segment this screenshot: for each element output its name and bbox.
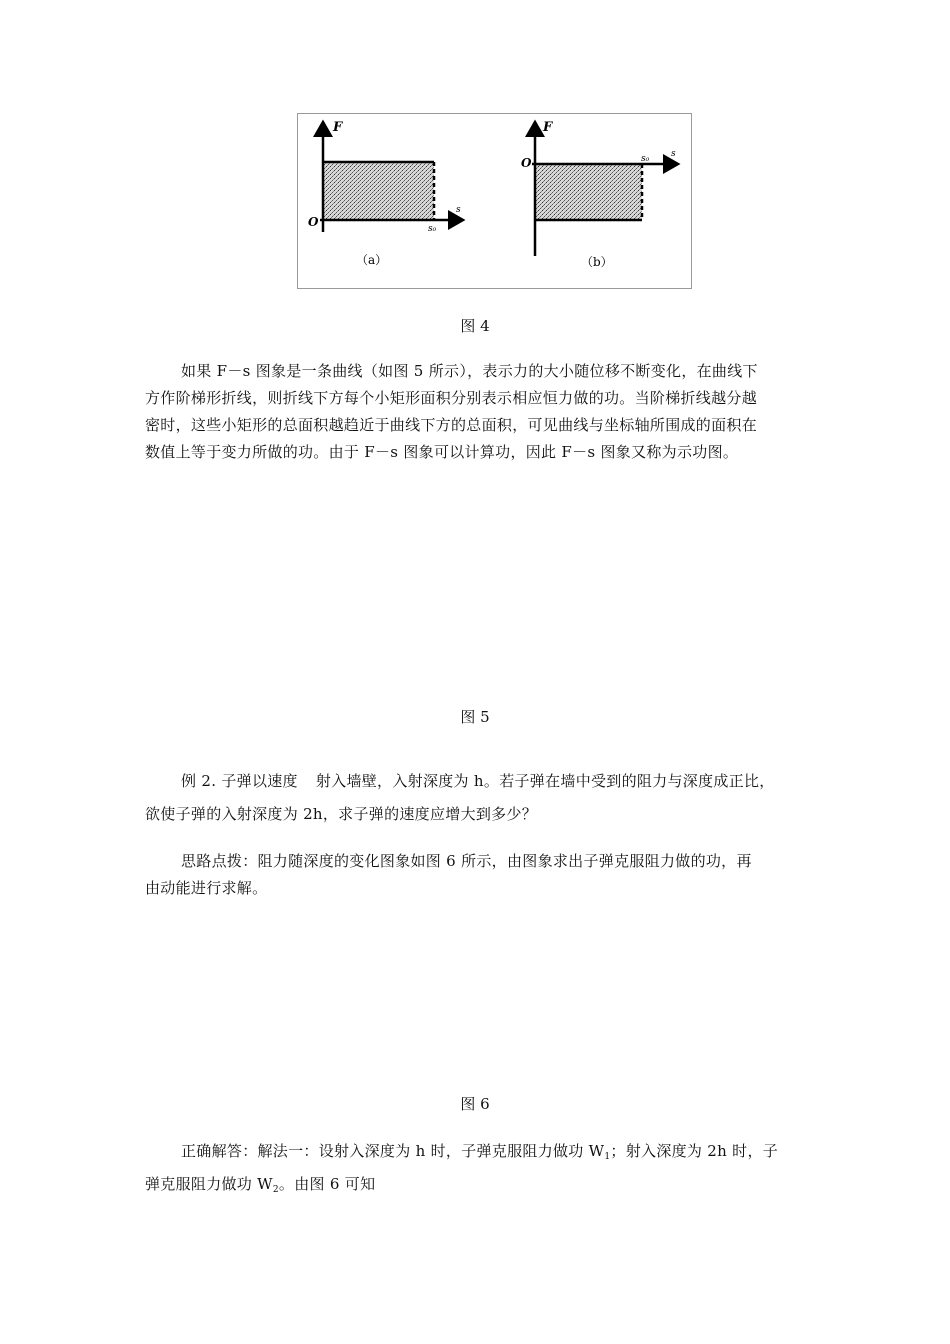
example-2-line-1 (145, 765, 825, 798)
figure-4 (297, 113, 692, 289)
paragraph-work-diagram (145, 358, 825, 466)
paragraph-line: 数值上等于变力所做的功。由于 F－s 图象可以计算功，因此 F－s 图象又称为示功图。 (145, 443, 739, 461)
panel-a (308, 120, 463, 267)
example-2 (145, 765, 825, 831)
answer-line-2 (145, 1171, 825, 1204)
figure-5-caption: 图 5 (460, 708, 490, 726)
hint-line-1: 思路点拨：阻力随深度的变化图象如图 6 所示，由图象求出子弹克服阻力做的功，再 (181, 852, 752, 870)
figure-6-caption: 图 6 (460, 1095, 490, 1113)
figure-4-caption: 图 4 (460, 317, 490, 335)
paragraph-line: 密时，这些小矩形的总面积越趋近于曲线下方的总面积，可见曲线与坐标轴所围成的面积在 (145, 416, 758, 434)
answer-text-b: ；射入深度为 2h 时，子 (610, 1142, 779, 1160)
hint-paragraph (145, 848, 825, 902)
hint-line-2: 由动能进行求解。 (145, 879, 268, 897)
w2-subscript: 2 (272, 1185, 279, 1195)
example-2-line-2: 欲使子弹的入射深度为 2h，求子弹的速度应增大到多少？ (145, 805, 538, 823)
panel-b-work-area (535, 164, 642, 220)
panel-a-work-area (323, 162, 434, 220)
panel-a-x-label: s (456, 205, 461, 215)
panel-b-y-label: F (543, 120, 553, 135)
answer-text-c: 弹克服阻力做功 W (145, 1175, 273, 1193)
answer-text-a: 正确解答：解法一：设射入深度为 h 时，子弹克服阻力做功 W (181, 1142, 605, 1160)
answer-paragraph (145, 1138, 825, 1204)
panel-b-x-label: s (671, 149, 676, 159)
example-2-text-a: 例 2. 子弹以速度 (181, 772, 298, 790)
panel-a-origin-label: O (308, 215, 319, 229)
panel-b-origin-label: O (521, 156, 532, 170)
panel-b-s0-label: s₀ (641, 154, 650, 164)
panel-b-caption: （b） (581, 255, 613, 269)
figure-4-graphic (298, 114, 691, 288)
w1-subscript: 1 (604, 1152, 611, 1162)
panel-a-s0-label: s₀ (428, 224, 437, 234)
example-2-text-b: 射入墙壁，入射深度为 h。若子弹在墙中受到的阻力与深度成正比， (315, 772, 775, 790)
answer-line-1 (145, 1138, 825, 1171)
answer-text-d: 。由图 6 可知 (278, 1175, 376, 1193)
paragraph-line: 方作阶梯形折线，则折线下方每个小矩形面积分别表示相应恒力做的功。当阶梯折线越分越 (145, 389, 758, 407)
panel-a-y-label: F (333, 120, 343, 135)
panel-b (521, 120, 678, 269)
paragraph-line: 如果 F－s 图象是一条曲线（如图 5 所示），表示力的大小随位移不断变化，在曲线下 (181, 362, 758, 380)
panel-a-caption: （a） (356, 253, 388, 267)
